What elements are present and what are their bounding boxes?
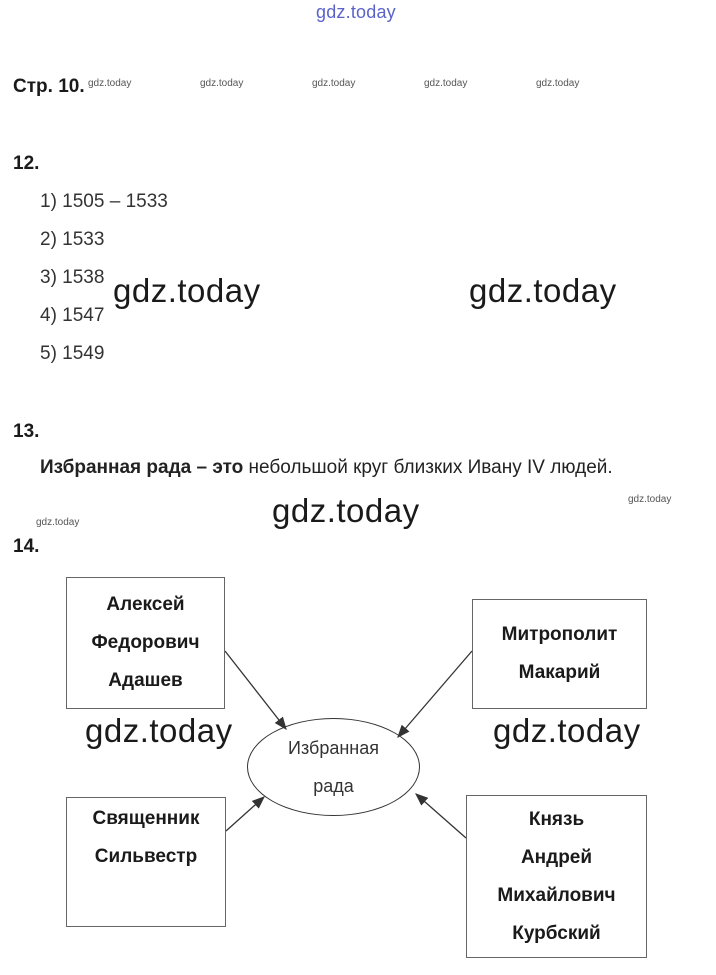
box-line: Митрополит [501, 624, 618, 645]
list-item: 2) 1533 [40, 229, 105, 250]
arrow-silvestr [226, 797, 264, 831]
watermark-small: gdz.today [536, 78, 580, 89]
question-number-13: 13. [13, 421, 40, 442]
box-line: Макарий [518, 662, 601, 683]
question-number-12: 12. [13, 153, 40, 174]
watermark-big: gdz.today [85, 712, 233, 749]
watermark-small: gdz.today [424, 78, 468, 89]
box-adashev [66, 577, 225, 709]
box-silvestr [66, 797, 226, 927]
watermark-big: gdz.today [272, 492, 420, 529]
arrow-kurbsky [416, 794, 466, 838]
watermark-small: gdz.today [200, 78, 244, 89]
watermark-small: gdz.today [88, 78, 132, 89]
list-item: 1) 1505 – 1533 [40, 191, 168, 212]
watermark-small: gdz.today [36, 517, 80, 528]
watermark-small: gdz.today [628, 494, 672, 505]
definition-body: небольшой круг близких Ивану IV людей. [243, 457, 613, 478]
box-line: Андрей [520, 846, 593, 868]
definition-term: Избранная рада – это [40, 457, 244, 478]
watermark-big: gdz.today [469, 272, 617, 309]
watermark-big: gdz.today [493, 712, 641, 749]
list-item: 5) 1549 [40, 343, 105, 364]
box-line: Курбский [512, 922, 601, 944]
watermark-big: gdz.today [113, 272, 261, 309]
box-line: Князь [528, 808, 585, 830]
box-line: Федорович [91, 632, 200, 653]
box-line: Священник [92, 808, 200, 829]
center-ellipse [247, 718, 420, 816]
arrow-makariy [398, 651, 472, 737]
arrow-adashev [225, 651, 286, 729]
box-makariy [472, 599, 647, 709]
list-item: 3) 1538 [40, 267, 105, 288]
box-kurbsky [466, 795, 647, 958]
box-line: Сильвестр [94, 846, 198, 867]
box-line: Адашев [108, 670, 183, 691]
box-line: Михайлович [497, 884, 616, 906]
center-line: рада [313, 776, 354, 796]
question-number-14: 14. [13, 536, 40, 557]
watermark-small: gdz.today [312, 78, 356, 89]
list-item: 4) 1547 [40, 305, 105, 326]
page-label: Стр. 10. [13, 76, 85, 97]
center-line: Избранная [288, 738, 379, 758]
watermark-top: gdz.today [316, 2, 396, 22]
box-line: Алексей [106, 594, 185, 615]
